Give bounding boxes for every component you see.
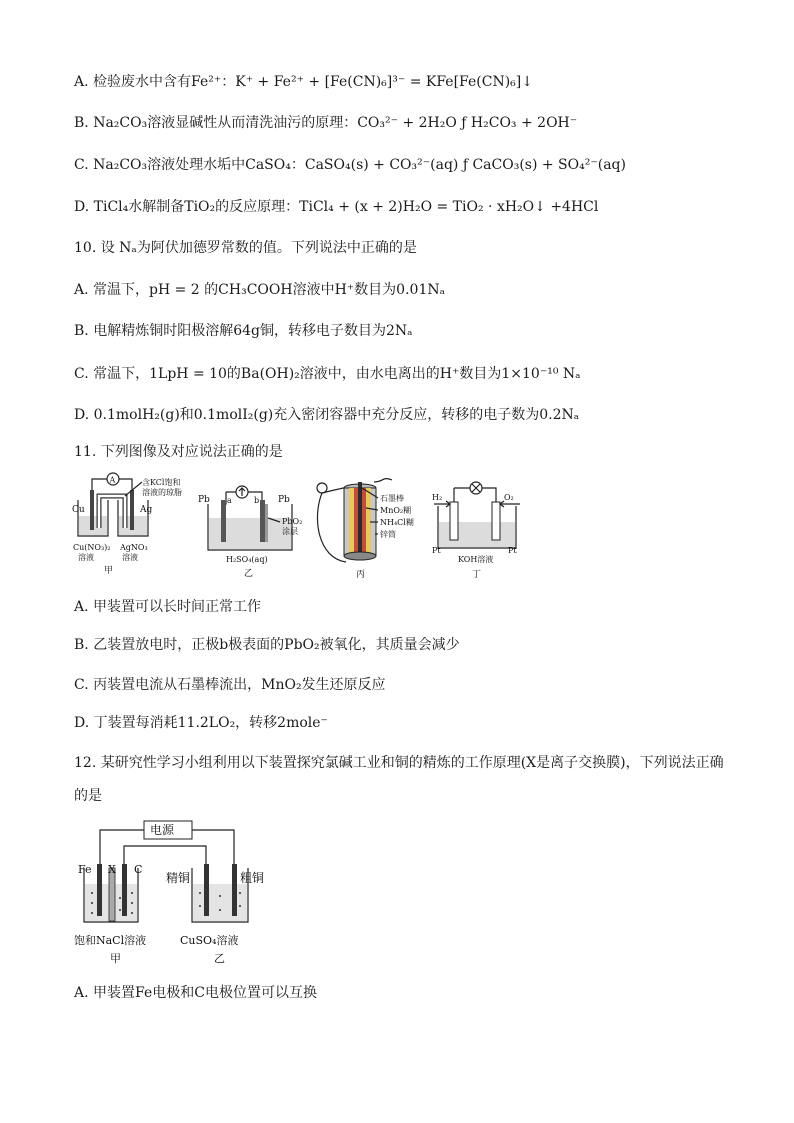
salt-bridge-label: 含KCl饱和 bbox=[142, 478, 181, 487]
pbo2-label: PbO₂ bbox=[282, 517, 303, 526]
figure-ding-fuel-cell bbox=[430, 478, 530, 584]
graphite-label: 石墨棒 bbox=[380, 494, 404, 503]
salt-bridge-label-2: 溶液的琼脂 bbox=[142, 488, 182, 497]
q11-option-a: A. 甲装置可以长时间正常工作 bbox=[74, 599, 262, 615]
c-electrode bbox=[122, 864, 127, 916]
nacl-solution-label: 饱和NaCl溶液 bbox=[74, 934, 147, 947]
caption-jia: 甲 bbox=[104, 566, 114, 576]
zinc-label: 锌筒 bbox=[380, 530, 396, 539]
o2-label: O₂ bbox=[504, 493, 514, 502]
caption-bing: 丙 bbox=[356, 570, 366, 580]
pb-left-label: Pb bbox=[198, 495, 210, 505]
fe-electrode bbox=[97, 864, 102, 916]
electrode-a-label: a bbox=[227, 496, 232, 505]
x-label: X bbox=[108, 863, 116, 876]
figure-jia-galvanic-cell bbox=[70, 470, 194, 582]
c-label: C bbox=[134, 863, 143, 876]
pb-electrode-b bbox=[260, 500, 265, 542]
pb-right-label: Pb bbox=[278, 495, 290, 505]
caption-jia: 甲 bbox=[110, 952, 121, 965]
q9-option-c: C. Na₂CO₃溶液处理水垢中CaSO₄：CaSO₄(s) + CO₃²⁻(aq) ƒ CaCO₃(s) + SO₄²⁻(aq) bbox=[74, 157, 626, 173]
cu-label: Cu bbox=[72, 505, 85, 515]
pt-right-label: Pt bbox=[508, 546, 517, 555]
pure-copper-electrode bbox=[204, 864, 209, 916]
mno2-label: MnO₂糊 bbox=[380, 506, 412, 515]
nh4cl-label: NH₄Cl糊 bbox=[380, 518, 414, 527]
q10-option-d: D. 0.1molH₂(g)和0.1molI₂(g)充入密闭容器中充分反应，转移的电子数为0.2Nₐ bbox=[74, 407, 580, 423]
fe-label: Fe bbox=[78, 863, 92, 876]
q12-option-a: A. 甲装置Fe电极和C电极位置可以互换 bbox=[74, 985, 317, 1001]
cuso4-solution-label: CuSO₄溶液 bbox=[180, 934, 239, 947]
q11-stem: 11. 下列图像及对应说法正确的是 bbox=[74, 444, 283, 460]
q12-stem-continued: 的是 bbox=[74, 788, 102, 804]
graphite-rod bbox=[358, 482, 362, 556]
caption-yi: 乙 bbox=[244, 569, 254, 579]
ammeter-label: A bbox=[109, 475, 116, 485]
h2so4-label: H₂SO₄(aq) bbox=[226, 555, 268, 564]
ag-electrode bbox=[130, 490, 134, 530]
caption-ding: 丁 bbox=[472, 570, 482, 580]
pb-electrode-a bbox=[221, 500, 226, 542]
ag-label: Ag bbox=[140, 505, 153, 515]
q11-option-c: C. 丙装置电流从石墨棒流出，MnO₂发生还原反应 bbox=[74, 677, 386, 693]
right-solution-label-2: 溶液 bbox=[122, 553, 138, 562]
bulb-icon bbox=[317, 483, 327, 493]
cu-electrode bbox=[90, 490, 94, 530]
left-solution-label-2: 溶液 bbox=[78, 553, 94, 562]
q12-stem: 12. 某研究性学习小组利用以下装置探究氯碱工业和铜的精炼的工作原理(X是离子交换膜)，下列说法正确 bbox=[74, 755, 724, 771]
pt-left-label: Pt bbox=[432, 546, 441, 555]
caption-yi: 乙 bbox=[214, 952, 225, 965]
figure-bing-dry-cell bbox=[312, 478, 434, 584]
q9-option-b: B. Na₂CO₃溶液显碱性从而清洗油污的原理：CO₃²⁻ + 2H₂O ƒ H₂CO₃ + 2OH⁻ bbox=[74, 115, 578, 131]
crude-copper-label: 粗铜 bbox=[240, 871, 265, 885]
pure-copper-label: 精铜 bbox=[166, 871, 191, 885]
q9-option-a: A. 检验废水中含有Fe²⁺：K⁺ + Fe²⁺ + [Fe(CN)₆]³⁻ = KFe[Fe(CN)₆]↓ bbox=[74, 74, 533, 90]
koh-label: KOH溶液 bbox=[458, 555, 494, 564]
q10-option-b: B. 电解精炼铜时阳极溶解64g铜，转移电子数目为2Nₐ bbox=[74, 323, 413, 339]
q11-option-d: D. 丁装置每消耗11.2LO₂，转移2mole⁻ bbox=[74, 715, 328, 731]
figure-electrolysis bbox=[74, 818, 284, 970]
q10-stem: 10. 设 Nₐ为阿伏加德罗常数的值。下列说法中正确的是 bbox=[74, 240, 417, 256]
q10-option-c: C. 常温下，1LpH = 10的Ba(OH)₂溶液中，由水电离出的H⁺数目为1×10⁻¹⁰ Nₐ bbox=[74, 366, 581, 382]
q11-option-b: B. 乙装置放电时，正极b极表面的PbO₂被氧化，其质量会减少 bbox=[74, 637, 460, 653]
power-label: 电源 bbox=[150, 823, 175, 837]
electrode-b-label: b bbox=[254, 496, 260, 505]
right-solution-label: AgNO₃ bbox=[120, 543, 148, 552]
q10-option-a: A. 常温下，pH = 2 的CH₃COOH溶液中H⁺数目为0.01Nₐ bbox=[74, 282, 445, 298]
left-solution-label: Cu(NO₃)₂ bbox=[73, 543, 111, 552]
q9-option-d: D. TiCl₄水解制备TiO₂的反应原理：TiCl₄ + (x + 2)H₂O = TiO₂ · xH₂O↓ +4HCl bbox=[74, 199, 599, 215]
h2-label: H₂ bbox=[432, 493, 443, 502]
crude-copper-electrode bbox=[232, 864, 237, 916]
figure-yi-lead-battery bbox=[196, 480, 308, 584]
coating-label: 涂层 bbox=[282, 527, 298, 536]
